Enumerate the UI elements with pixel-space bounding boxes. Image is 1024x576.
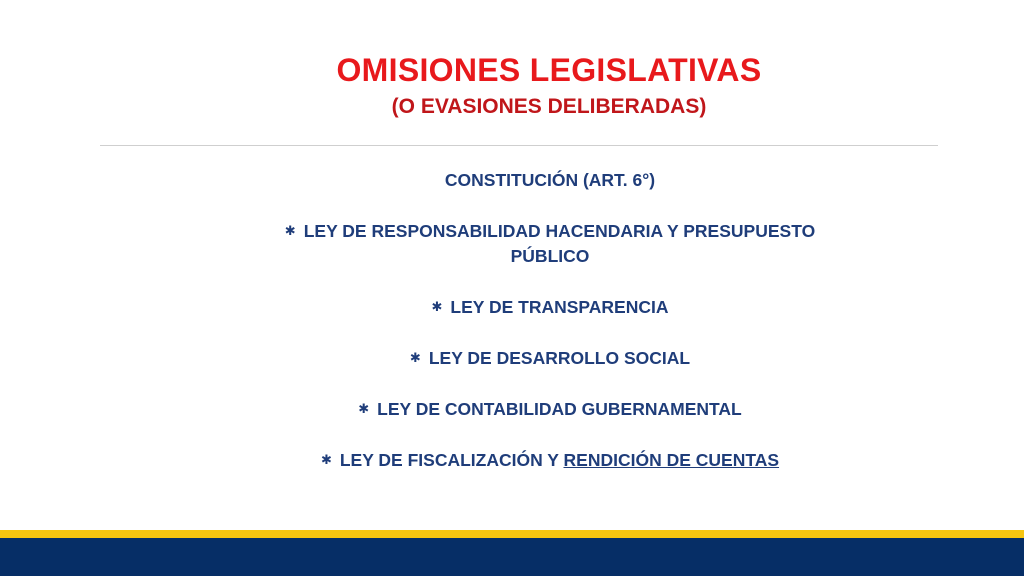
law-item <box>280 447 820 473</box>
footer-navy-band <box>0 538 1024 576</box>
law-item-text: LEY DE TRANSPARENCIA <box>450 297 669 317</box>
slide-title: OMISIONES LEGISLATIVAS <box>336 52 762 88</box>
title-divider <box>100 145 938 146</box>
law-item-text: LEY DE RESPONSABILIDAD HACENDARIA Y PRESUPUESTO PÚBLICO <box>303 221 816 266</box>
constitution-heading: CONSTITUCIÓN (ART. 6°) <box>444 170 656 190</box>
asterisk-bullet-icon: ✱ <box>284 223 296 238</box>
asterisk-bullet-icon: ✱ <box>431 299 443 314</box>
law-item-text: LEY DE CONTABILIDAD GUBERNAMENTAL <box>377 399 742 419</box>
law-item <box>280 294 820 320</box>
asterisk-bullet-icon: ✱ <box>320 452 332 467</box>
law-item <box>280 218 820 269</box>
law-item-text: LEY DE FISCALIZACIÓN Y <box>339 450 559 470</box>
law-item-text: LEY DE DESARROLLO SOCIAL <box>428 348 691 368</box>
slide-subtitle: (O EVASIONES DELIBERADAS) <box>391 95 707 118</box>
asterisk-bullet-icon: ✱ <box>409 350 421 365</box>
footer-gold-stripe <box>0 530 1024 538</box>
law-item <box>280 345 820 371</box>
law-list <box>280 168 820 473</box>
law-item <box>280 396 820 422</box>
asterisk-bullet-icon: ✱ <box>358 401 370 416</box>
law-item-underlined-text: RENDICIÓN DE CUENTAS <box>563 450 780 470</box>
